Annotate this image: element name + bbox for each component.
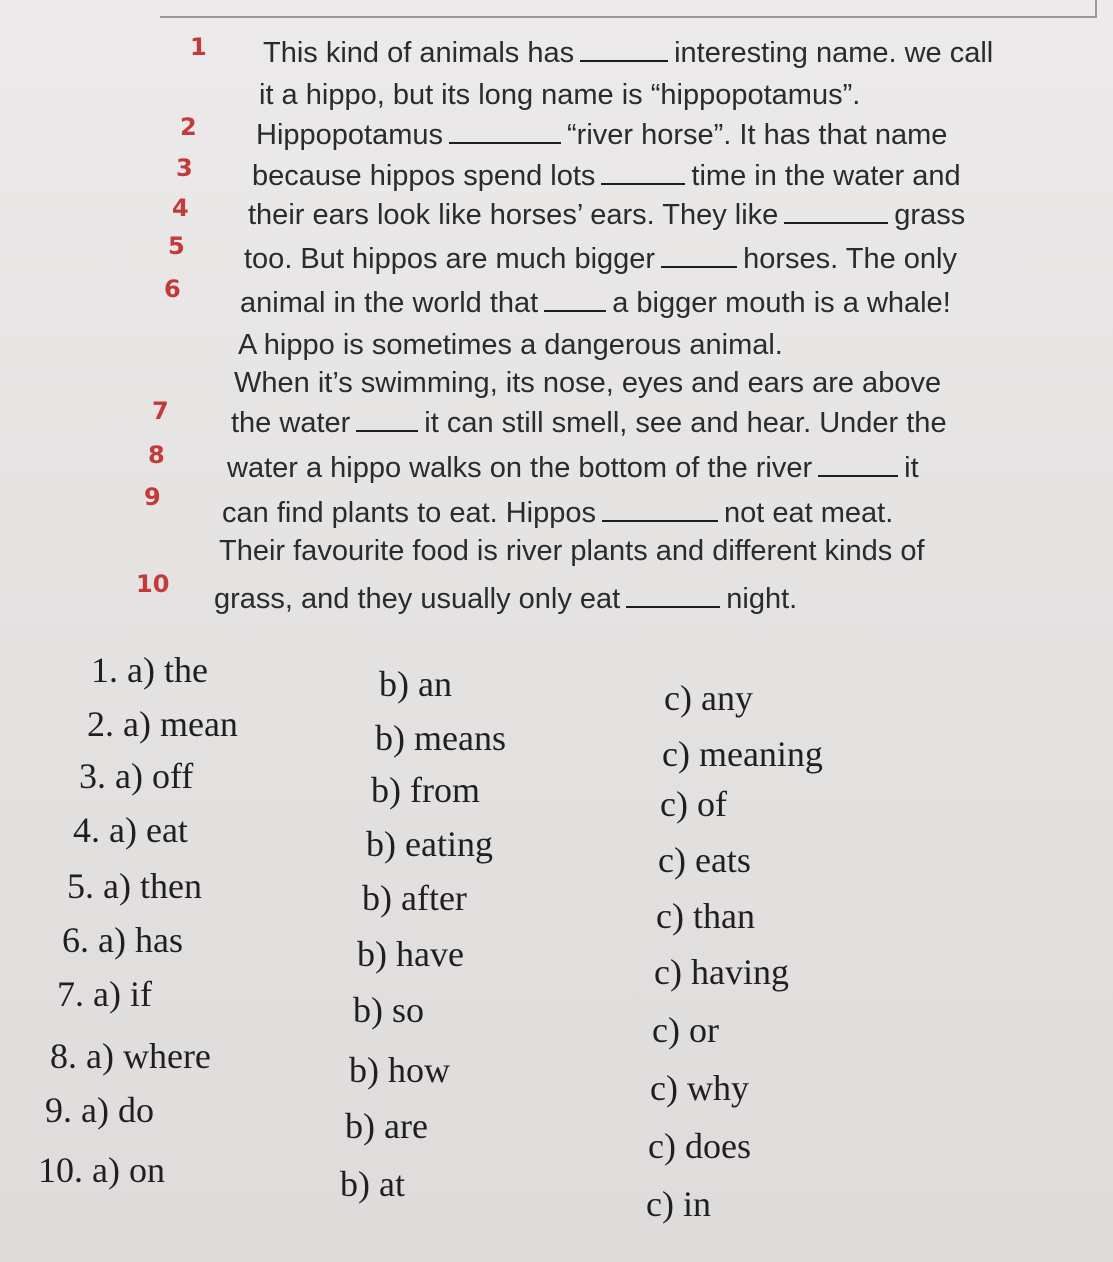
answer-blank <box>544 284 606 312</box>
line-text: This kind of animals has <box>263 37 575 69</box>
line-number: 8 <box>148 441 165 469</box>
answer-blank <box>356 404 418 432</box>
line-number: 4 <box>172 194 189 222</box>
option-a[interactable]: 4. a) eat <box>73 810 188 850</box>
line-text: When it’s swimming, its nose, eyes and ears are above <box>234 367 942 399</box>
line-text: a bigger mouth is a whale! <box>612 287 951 319</box>
answer-blank <box>449 116 561 144</box>
option-b[interactable]: b) are <box>345 1106 428 1146</box>
line-number: 5 <box>168 232 185 260</box>
line-text: night. <box>726 583 798 615</box>
option-a[interactable]: 8. a) where <box>50 1036 211 1076</box>
option-a[interactable]: 3. a) off <box>79 756 194 796</box>
passage-line <box>259 78 860 112</box>
passage-line <box>222 494 893 530</box>
option-b[interactable]: b) eating <box>366 824 493 864</box>
answer-blank <box>580 34 668 62</box>
answer-options <box>0 640 1113 1262</box>
option-a[interactable]: 6. a) has <box>62 920 183 960</box>
option-b[interactable]: b) have <box>357 934 464 974</box>
passage-line <box>263 34 993 70</box>
line-text: interesting name. we call <box>674 37 994 69</box>
option-b[interactable]: b) means <box>375 718 506 758</box>
answer-blank <box>602 494 718 522</box>
passage-line <box>252 157 961 193</box>
option-b[interactable]: b) how <box>349 1050 450 1090</box>
line-text: it a hippo, but its long name is “hippopotamus”. <box>259 79 861 111</box>
line-text: not eat meat. <box>724 497 894 529</box>
option-b[interactable]: b) so <box>353 990 424 1030</box>
option-a[interactable]: 1. a) the <box>91 650 208 690</box>
line-number: 9 <box>144 483 161 511</box>
passage-line <box>244 240 957 276</box>
passage-line <box>234 366 941 400</box>
line-number: 6 <box>164 275 181 303</box>
passage-line <box>248 196 965 232</box>
option-b[interactable]: b) at <box>340 1164 405 1204</box>
line-text: water a hippo walks on the bottom of the river <box>227 452 813 484</box>
option-c[interactable]: c) having <box>654 952 789 992</box>
line-text: grass, and they usually only eat <box>214 583 621 615</box>
line-text: the water <box>231 407 351 439</box>
option-a[interactable]: 9. a) do <box>45 1090 154 1130</box>
line-text: their ears look like horses’ ears. They like <box>248 199 779 231</box>
line-number: 3 <box>176 154 193 182</box>
line-text: grass <box>894 199 966 231</box>
passage-line <box>214 580 797 616</box>
option-c[interactable]: c) or <box>652 1010 719 1050</box>
passage-line <box>238 328 783 362</box>
option-c[interactable]: c) eats <box>658 840 751 880</box>
option-c[interactable]: c) of <box>660 784 727 824</box>
option-b[interactable]: b) after <box>362 878 467 918</box>
option-b[interactable]: b) an <box>379 664 452 704</box>
option-c[interactable]: c) than <box>656 896 755 936</box>
answer-blank <box>818 449 898 477</box>
passage-line <box>231 404 947 440</box>
passage-line <box>219 534 925 568</box>
option-c[interactable]: c) any <box>664 678 753 718</box>
line-text: it <box>904 452 919 484</box>
line-number: 10 <box>136 570 170 598</box>
option-a[interactable]: 2. a) mean <box>87 704 238 744</box>
option-c[interactable]: c) does <box>648 1126 751 1166</box>
passage-line <box>240 284 951 320</box>
line-text: animal in the world that <box>240 287 539 319</box>
line-text: can find plants to eat. Hippos <box>222 497 597 529</box>
line-number: 7 <box>152 397 169 425</box>
line-number: 2 <box>180 113 197 141</box>
answer-blank <box>626 580 720 608</box>
passage-line <box>227 449 919 485</box>
option-a[interactable]: 5. a) then <box>67 866 202 906</box>
option-c[interactable]: c) in <box>646 1184 711 1224</box>
option-b[interactable]: b) from <box>371 770 480 810</box>
option-a[interactable]: 10. a) on <box>38 1150 165 1190</box>
option-c[interactable]: c) meaning <box>662 734 823 774</box>
line-text: Their favourite food is river plants and different kinds of <box>219 535 925 567</box>
line-text: too. But hippos are much bigger <box>244 243 656 275</box>
option-a[interactable]: 7. a) if <box>57 974 152 1014</box>
line-text: horses. The only <box>743 243 957 275</box>
line-text: “river horse”. It has that name <box>567 119 948 151</box>
option-c[interactable]: c) why <box>650 1068 749 1108</box>
answer-blank <box>601 157 685 185</box>
passage-line <box>256 116 947 152</box>
answer-blank <box>784 196 888 224</box>
answer-blank <box>661 240 737 268</box>
line-text: Hippopotamus <box>256 119 443 151</box>
line-text: because hippos spend lots <box>252 160 596 192</box>
line-text: time in the water and <box>691 160 961 192</box>
line-text: it can still smell, see and hear. Under the <box>424 407 947 439</box>
line-number: 1 <box>190 33 207 61</box>
line-text: A hippo is sometimes a dangerous animal. <box>238 329 783 361</box>
